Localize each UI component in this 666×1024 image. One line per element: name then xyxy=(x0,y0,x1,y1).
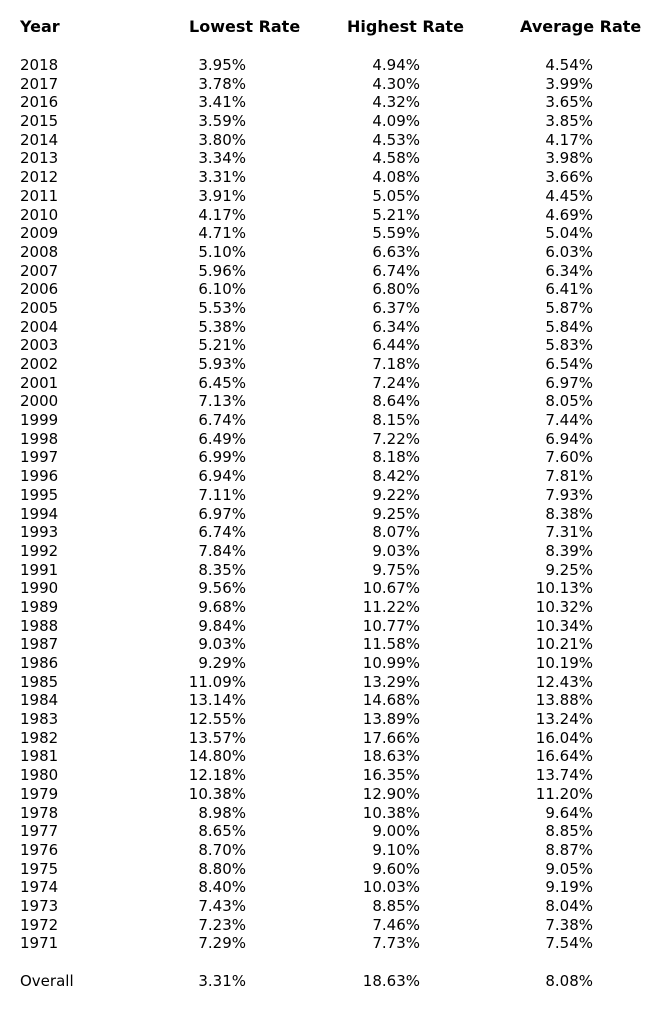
lowest-rate-cell: 9.56% xyxy=(198,579,246,598)
year-cell: 1972 xyxy=(20,915,59,934)
table-row xyxy=(0,243,666,262)
lowest-rate-cell: 6.10% xyxy=(198,280,246,299)
year-cell: 2009 xyxy=(20,224,59,243)
lowest-rate-cell: 12.18% xyxy=(188,766,246,785)
lowest-rate-cell: 5.21% xyxy=(198,336,246,355)
lowest-rate-cell: 3.31% xyxy=(198,168,246,187)
lowest-rate-cell: 5.38% xyxy=(198,317,246,336)
average-rate-cell: 16.04% xyxy=(535,728,593,747)
year-cell: 1996 xyxy=(20,467,59,486)
table-row xyxy=(0,897,666,916)
highest-rate-cell: 13.29% xyxy=(362,672,420,691)
table-row xyxy=(0,878,666,897)
average-rate-cell: 11.20% xyxy=(535,784,593,803)
table-row xyxy=(0,131,666,150)
table-row xyxy=(0,691,666,710)
highest-rate-cell: 10.67% xyxy=(362,579,420,598)
highest-rate-cell: 10.99% xyxy=(362,654,420,672)
average-rate-cell: 3.85% xyxy=(545,112,593,131)
table-row xyxy=(0,486,666,505)
table-row xyxy=(0,112,666,131)
average-rate-cell: 5.87% xyxy=(545,298,593,317)
lowest-rate-cell: 5.93% xyxy=(198,355,246,373)
lowest-rate-cell: 9.29% xyxy=(198,654,246,672)
average-rate-cell: 6.54% xyxy=(545,355,593,373)
year-cell: 1987 xyxy=(20,635,59,654)
highest-rate-cell: 10.77% xyxy=(362,616,420,635)
highest-rate-cell: 4.08% xyxy=(372,168,420,187)
highest-rate-cell: 5.21% xyxy=(372,205,420,224)
lowest-rate-cell: 7.43% xyxy=(198,896,246,915)
lowest-rate-cell: 3.95% xyxy=(198,56,246,74)
table-header xyxy=(0,17,666,39)
table-row xyxy=(0,785,666,804)
lowest-rate-cell: 8.40% xyxy=(198,878,246,897)
highest-rate-cell: 14.68% xyxy=(362,691,420,710)
lowest-rate-cell: 7.29% xyxy=(198,934,246,953)
table-row xyxy=(0,355,666,374)
lowest-rate-cell: 6.99% xyxy=(198,448,246,467)
year-cell: 1990 xyxy=(20,579,59,598)
average-rate-cell: 9.05% xyxy=(545,859,593,878)
table-row xyxy=(0,561,666,580)
year-cell: 1979 xyxy=(20,784,59,803)
average-rate-cell: 7.93% xyxy=(545,485,593,504)
header-highest-rate: Highest Rate xyxy=(347,17,464,36)
year-cell: 1995 xyxy=(20,485,59,504)
highest-rate-cell: 17.66% xyxy=(362,728,420,747)
table-row xyxy=(0,206,666,225)
highest-rate-cell: 6.74% xyxy=(372,261,420,280)
table-row xyxy=(0,710,666,729)
average-rate-cell: 8.38% xyxy=(545,504,593,523)
average-rate-cell: 7.81% xyxy=(545,467,593,486)
year-cell: 2002 xyxy=(20,355,59,373)
year-cell: 1976 xyxy=(20,840,59,859)
year-cell: 1977 xyxy=(20,822,59,841)
average-rate-cell: 9.64% xyxy=(545,803,593,822)
year-cell: 2006 xyxy=(20,280,59,299)
year-cell: 1998 xyxy=(20,429,59,448)
highest-rate-cell: 4.53% xyxy=(372,130,420,149)
highest-rate-cell: 7.73% xyxy=(372,934,420,953)
lowest-rate-cell: 14.80% xyxy=(188,747,246,766)
year-cell: 1992 xyxy=(20,541,59,560)
average-rate-cell: 4.54% xyxy=(545,56,593,74)
highest-rate-cell: 8.42% xyxy=(372,467,420,486)
average-rate-cell: 8.04% xyxy=(545,896,593,915)
table-row xyxy=(0,430,666,449)
table-row xyxy=(0,93,666,112)
average-rate-cell: 16.64% xyxy=(535,747,593,766)
highest-rate-cell: 7.22% xyxy=(372,429,420,448)
average-rate-cell: 13.24% xyxy=(535,710,593,729)
average-rate-cell: 8.85% xyxy=(545,822,593,841)
table-row xyxy=(0,635,666,654)
average-rate-cell: 3.66% xyxy=(545,168,593,187)
table-row xyxy=(0,673,666,692)
highest-rate-cell: 9.60% xyxy=(372,859,420,878)
average-rate-cell: 4.45% xyxy=(545,186,593,205)
highest-rate-cell: 5.05% xyxy=(372,186,420,205)
average-rate-cell: 6.97% xyxy=(545,373,593,392)
highest-rate-cell: 13.89% xyxy=(362,710,420,729)
table-row xyxy=(0,336,666,355)
highest-rate-cell: 6.63% xyxy=(372,242,420,261)
lowest-rate-cell: 9.03% xyxy=(198,635,246,654)
lowest-rate-cell: 6.74% xyxy=(198,523,246,542)
table-row xyxy=(0,598,666,617)
highest-rate-cell: 6.37% xyxy=(372,298,420,317)
year-cell: 1975 xyxy=(20,859,59,878)
highest-rate-cell: 10.38% xyxy=(362,803,420,822)
lowest-rate-cell: 6.74% xyxy=(198,411,246,430)
highest-rate-cell: 9.75% xyxy=(372,560,420,579)
table-row xyxy=(0,168,666,187)
year-cell: 2013 xyxy=(20,149,59,168)
table-row xyxy=(0,860,666,879)
header-lowest-rate: Lowest Rate xyxy=(189,17,301,36)
lowest-rate-cell: 12.55% xyxy=(188,710,246,729)
lowest-rate-cell: 8.98% xyxy=(198,803,246,822)
average-rate-cell: 3.99% xyxy=(545,74,593,93)
year-cell: 2016 xyxy=(20,93,59,112)
lowest-rate-cell: 6.97% xyxy=(198,504,246,523)
average-rate-cell: 7.54% xyxy=(545,934,593,953)
year-cell: 1985 xyxy=(20,672,59,691)
year-cell: 1982 xyxy=(20,728,59,747)
average-rate-cell: 7.38% xyxy=(545,915,593,934)
table-row xyxy=(0,916,666,935)
highest-rate-cell: 5.59% xyxy=(372,224,420,243)
highest-rate-cell: 9.10% xyxy=(372,840,420,859)
lowest-rate-cell: 3.34% xyxy=(198,149,246,168)
lowest-rate-cell: 13.14% xyxy=(188,691,246,710)
year-cell: 1973 xyxy=(20,896,59,915)
year-cell: 1986 xyxy=(20,654,59,672)
lowest-rate-cell: 3.41% xyxy=(198,93,246,112)
table-row xyxy=(0,729,666,748)
table-row xyxy=(0,467,666,486)
year-cell: 1978 xyxy=(20,803,59,822)
average-rate-cell: 10.32% xyxy=(535,597,593,616)
lowest-rate-cell: 8.35% xyxy=(198,560,246,579)
highest-rate-cell: 18.63% xyxy=(362,747,420,766)
highest-rate-cell: 10.03% xyxy=(362,878,420,897)
year-cell: 2017 xyxy=(20,74,59,93)
table-row xyxy=(0,411,666,430)
lowest-rate-cell: 9.68% xyxy=(198,597,246,616)
highest-rate-cell: 8.64% xyxy=(372,392,420,411)
table-body xyxy=(0,56,666,953)
average-rate-cell: 12.43% xyxy=(535,672,593,691)
lowest-rate-cell: 3.59% xyxy=(198,112,246,131)
highest-rate-cell: 11.58% xyxy=(362,635,420,654)
lowest-rate-cell: 6.94% xyxy=(198,467,246,486)
header-average-rate: Average Rate xyxy=(520,17,642,36)
table-row xyxy=(0,75,666,94)
year-cell: 1994 xyxy=(20,504,59,523)
average-rate-cell: 7.31% xyxy=(545,523,593,542)
table-row xyxy=(0,448,666,467)
year-cell: 1974 xyxy=(20,878,59,897)
lowest-rate-cell: 6.45% xyxy=(198,373,246,392)
year-cell: 1980 xyxy=(20,766,59,785)
average-rate-cell: 10.21% xyxy=(535,635,593,654)
lowest-rate-cell: 6.49% xyxy=(198,429,246,448)
lowest-rate-cell: 10.38% xyxy=(188,784,246,803)
year-cell: 2003 xyxy=(20,336,59,355)
year-cell: 1981 xyxy=(20,747,59,766)
lowest-rate-cell: 3.78% xyxy=(198,74,246,93)
average-rate-cell: 7.60% xyxy=(545,448,593,467)
table-row xyxy=(0,224,666,243)
lowest-rate-cell: 5.96% xyxy=(198,261,246,280)
lowest-rate-cell: 8.80% xyxy=(198,859,246,878)
year-cell: 1971 xyxy=(20,934,59,953)
year-cell: 1991 xyxy=(20,560,59,579)
highest-rate-cell: 8.15% xyxy=(372,411,420,430)
lowest-rate-cell: 7.23% xyxy=(198,915,246,934)
table-row xyxy=(0,617,666,636)
highest-rate-cell: 6.34% xyxy=(372,317,420,336)
highest-rate-cell: 7.24% xyxy=(372,373,420,392)
average-rate-cell: 8.05% xyxy=(545,392,593,411)
highest-rate-cell: 11.22% xyxy=(362,597,420,616)
average-rate-cell: 6.34% xyxy=(545,261,593,280)
table-row xyxy=(0,187,666,206)
overall-lowest: 3.31% xyxy=(198,972,246,990)
table-row xyxy=(0,149,666,168)
table-row xyxy=(0,262,666,281)
highest-rate-cell: 4.09% xyxy=(372,112,420,131)
lowest-rate-cell: 5.10% xyxy=(198,242,246,261)
highest-rate-cell: 8.18% xyxy=(372,448,420,467)
average-rate-cell: 9.19% xyxy=(545,878,593,897)
table-row xyxy=(0,804,666,823)
lowest-rate-cell: 13.57% xyxy=(188,728,246,747)
header-year: Year xyxy=(20,17,60,36)
table-row xyxy=(0,318,666,337)
year-cell: 2011 xyxy=(20,186,59,205)
year-cell: 2004 xyxy=(20,317,59,336)
lowest-rate-cell: 7.13% xyxy=(198,392,246,411)
table-row xyxy=(0,747,666,766)
year-cell: 2005 xyxy=(20,298,59,317)
overall-highest: 18.63% xyxy=(362,972,420,990)
table-row xyxy=(0,374,666,393)
highest-rate-cell: 4.30% xyxy=(372,74,420,93)
lowest-rate-cell: 8.70% xyxy=(198,840,246,859)
overall-row xyxy=(0,971,666,991)
year-cell: 1988 xyxy=(20,616,59,635)
year-cell: 2000 xyxy=(20,392,59,411)
lowest-rate-cell: 8.65% xyxy=(198,822,246,841)
year-cell: 2012 xyxy=(20,168,59,187)
highest-rate-cell: 6.44% xyxy=(372,336,420,355)
lowest-rate-cell: 11.09% xyxy=(188,672,246,691)
average-rate-cell: 4.69% xyxy=(545,205,593,224)
highest-rate-cell: 16.35% xyxy=(362,766,420,785)
average-rate-cell: 6.41% xyxy=(545,280,593,299)
average-rate-cell: 10.34% xyxy=(535,616,593,635)
lowest-rate-cell: 3.80% xyxy=(198,130,246,149)
overall-average: 8.08% xyxy=(545,972,593,990)
highest-rate-cell: 7.18% xyxy=(372,355,420,373)
highest-rate-cell: 9.22% xyxy=(372,485,420,504)
average-rate-cell: 7.44% xyxy=(545,411,593,430)
year-cell: 2001 xyxy=(20,373,59,392)
lowest-rate-cell: 7.11% xyxy=(198,485,246,504)
table-row xyxy=(0,542,666,561)
average-rate-cell: 3.65% xyxy=(545,93,593,112)
table-row xyxy=(0,822,666,841)
highest-rate-cell: 4.58% xyxy=(372,149,420,168)
average-rate-cell: 8.39% xyxy=(545,541,593,560)
table-row xyxy=(0,841,666,860)
lowest-rate-cell: 4.17% xyxy=(198,205,246,224)
year-cell: 1989 xyxy=(20,597,59,616)
table-row xyxy=(0,654,666,673)
highest-rate-cell: 12.90% xyxy=(362,784,420,803)
average-rate-cell: 5.84% xyxy=(545,317,593,336)
average-rate-cell: 3.98% xyxy=(545,149,593,168)
average-rate-cell: 9.25% xyxy=(545,560,593,579)
table-row xyxy=(0,299,666,318)
year-cell: 2008 xyxy=(20,242,59,261)
average-rate-cell: 5.04% xyxy=(545,224,593,243)
highest-rate-cell: 8.85% xyxy=(372,896,420,915)
year-cell: 1993 xyxy=(20,523,59,542)
average-rate-cell: 4.17% xyxy=(545,130,593,149)
year-cell: 1999 xyxy=(20,411,59,430)
highest-rate-cell: 6.80% xyxy=(372,280,420,299)
year-cell: 2007 xyxy=(20,261,59,280)
table-row xyxy=(0,505,666,524)
average-rate-cell: 6.94% xyxy=(545,429,593,448)
overall-label: Overall xyxy=(20,972,74,990)
year-cell: 1983 xyxy=(20,710,59,729)
table-row xyxy=(0,392,666,411)
highest-rate-cell: 4.94% xyxy=(372,56,420,74)
lowest-rate-cell: 4.71% xyxy=(198,224,246,243)
highest-rate-cell: 4.32% xyxy=(372,93,420,112)
lowest-rate-cell: 3.91% xyxy=(198,186,246,205)
table-row xyxy=(0,56,666,75)
year-cell: 2010 xyxy=(20,205,59,224)
table-row xyxy=(0,523,666,542)
year-cell: 2018 xyxy=(20,56,59,74)
highest-rate-cell: 9.25% xyxy=(372,504,420,523)
average-rate-cell: 10.13% xyxy=(535,579,593,598)
year-cell: 2014 xyxy=(20,130,59,149)
average-rate-cell: 13.88% xyxy=(535,691,593,710)
highest-rate-cell: 9.03% xyxy=(372,541,420,560)
year-cell: 2015 xyxy=(20,112,59,131)
lowest-rate-cell: 7.84% xyxy=(198,541,246,560)
average-rate-cell: 6.03% xyxy=(545,242,593,261)
highest-rate-cell: 9.00% xyxy=(372,822,420,841)
lowest-rate-cell: 5.53% xyxy=(198,298,246,317)
highest-rate-cell: 8.07% xyxy=(372,523,420,542)
highest-rate-cell: 7.46% xyxy=(372,915,420,934)
average-rate-cell: 13.74% xyxy=(535,766,593,785)
year-cell: 1984 xyxy=(20,691,59,710)
average-rate-cell: 8.87% xyxy=(545,840,593,859)
average-rate-cell: 5.83% xyxy=(545,336,593,355)
average-rate-cell: 10.19% xyxy=(535,654,593,672)
table-row xyxy=(0,280,666,299)
lowest-rate-cell: 9.84% xyxy=(198,616,246,635)
year-cell: 1997 xyxy=(20,448,59,467)
table-row xyxy=(0,579,666,598)
table-row xyxy=(0,934,666,953)
table-row xyxy=(0,766,666,785)
